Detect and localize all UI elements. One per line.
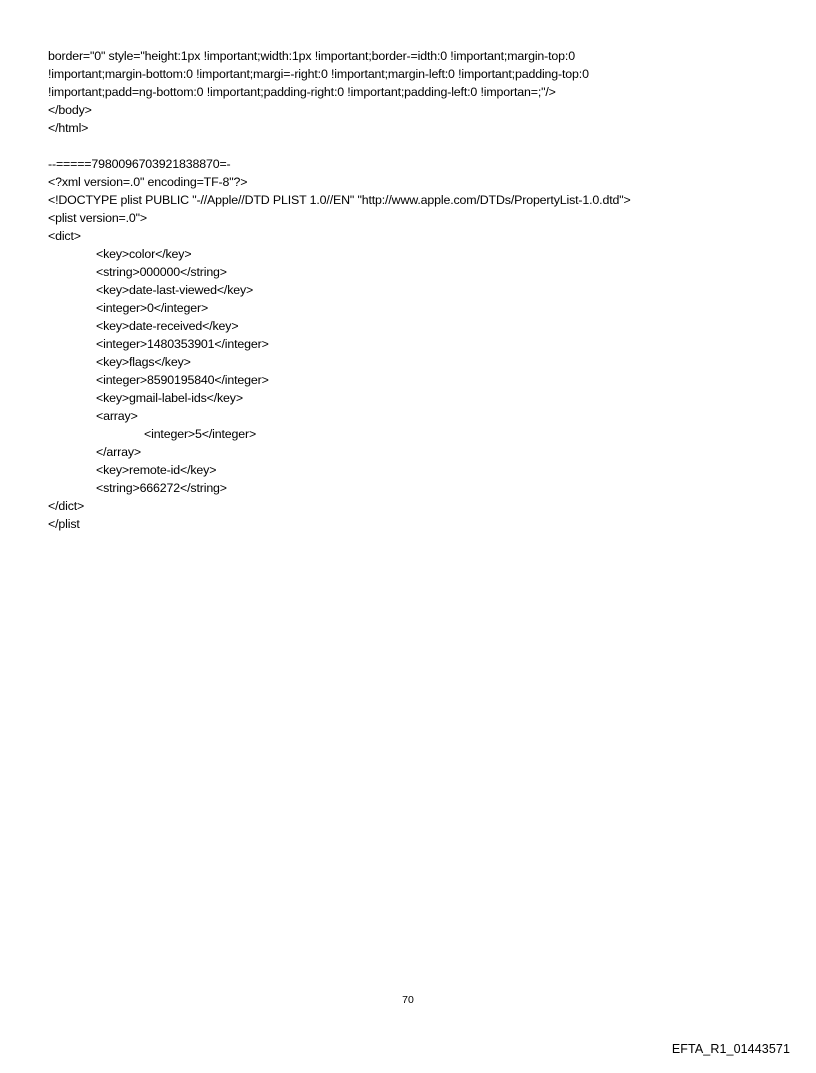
dict-entry-gmail-label-ids-key: <key>gmail-label-ids</key> [96, 391, 243, 405]
bates-number: EFTA_R1_01443571 [671, 1042, 790, 1056]
plist-doctype: <!DOCTYPE plist PUBLIC "-//Apple//DTD PLIST 1.0//EN" "http://www.apple.com/DTDs/PropertyList-1.0.dtd"> [48, 193, 631, 207]
dict-entry-remote-id-value: <string>666272</string> [96, 481, 227, 495]
html-tail-line-2: !important;margin-bottom:0 !important;margi=-right:0 !important;margin-left:0 !important;padding-top:0 [48, 67, 589, 81]
array-open-tag: <array> [96, 409, 138, 423]
body-close-tag: </body> [48, 103, 92, 117]
dict-entry-flags-value: <integer>8590195840</integer> [96, 373, 269, 387]
document-body [48, 47, 778, 533]
page-number: 70 [402, 994, 414, 1006]
dict-entry-color-value: <string>000000</string> [96, 265, 227, 279]
html-close-tag: </html> [48, 121, 89, 135]
dict-entry-remote-id-key: <key>remote-id</key> [96, 463, 217, 477]
dict-entry-flags-key: <key>flags</key> [96, 355, 191, 369]
plist-close-tag: </plist [48, 517, 80, 531]
blank-line [48, 137, 778, 155]
dict-close-tag: </dict> [48, 499, 85, 513]
plist-open-tag: <plist version=.0"> [48, 211, 148, 225]
array-item: <integer>5</integer> [144, 427, 257, 441]
dict-entry-color-key: <key>color</key> [96, 247, 192, 261]
array-close-tag: </array> [96, 445, 141, 459]
dict-entry-date-last-viewed-value: <integer>0</integer> [96, 301, 209, 315]
dict-open-tag: <dict> [48, 229, 81, 243]
xml-declaration: <?xml version=.0" encoding=TF-8"?> [48, 175, 248, 189]
dict-entry-date-last-viewed-key: <key>date-last-viewed</key> [96, 283, 254, 297]
mime-boundary: --=====7980096703921838870=- [48, 157, 231, 171]
dict-entry-date-received-value: <integer>1480353901</integer> [96, 337, 269, 351]
html-tail-line-1: border="0" style="height:1px !important;width:1px !important;border-=idth:0 !important;margin-top:0 [48, 49, 575, 63]
html-tail-line-3: !important;padd=ng-bottom:0 !important;padding-right:0 !important;padding-left:0 !importan=;"/> [48, 85, 556, 99]
dict-entry-date-received-key: <key>date-received</key> [96, 319, 239, 333]
